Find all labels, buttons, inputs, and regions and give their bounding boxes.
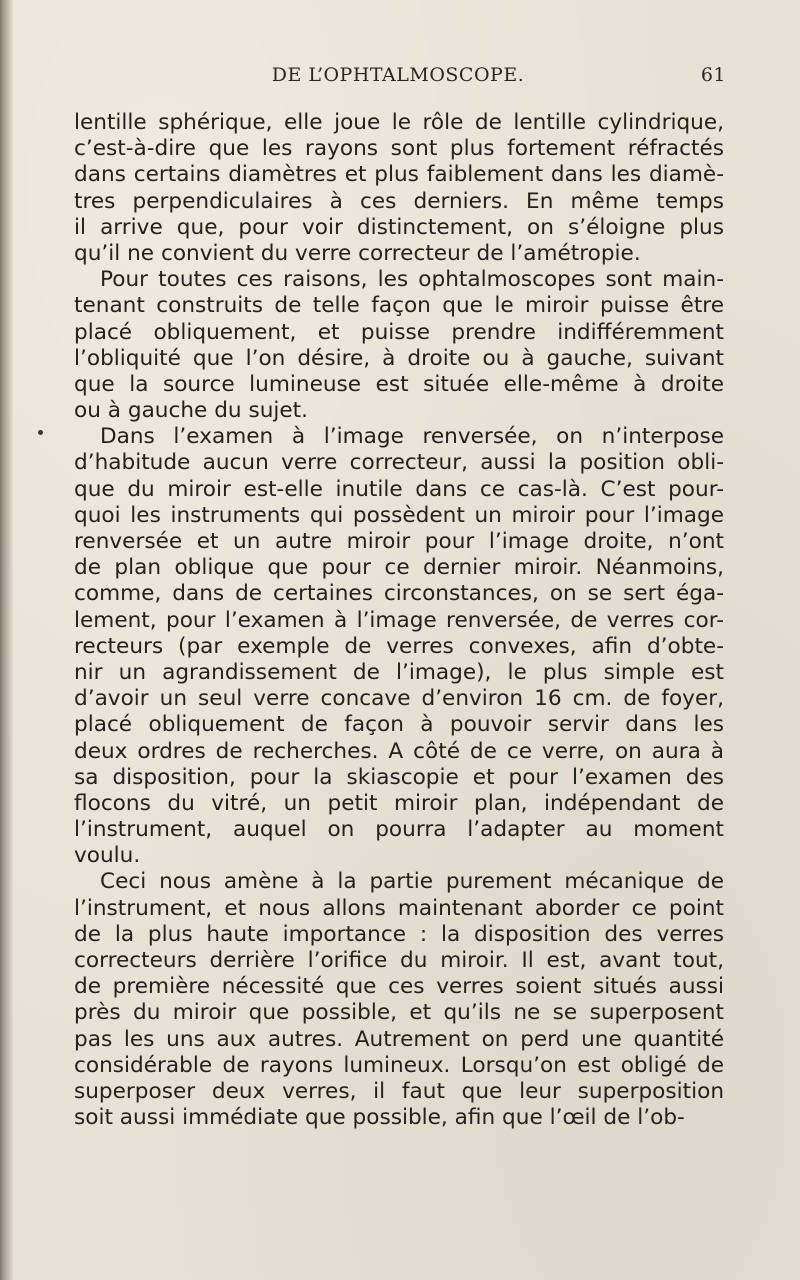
page-binding-edge [0, 0, 14, 1280]
text-line: que du miroir est-elle inutile dans ce cas-là. C’est pour- [74, 476, 724, 502]
text-line: renversée et un autre miroir pour l’image droite, n’ont [74, 529, 724, 554]
text-line: deux ordres de recherches. A côté de ce verre, on aura à [74, 738, 724, 764]
text-line: quoi les instruments qui possèdent un miroir pour l’image [74, 502, 724, 528]
text-line: correcteurs derrière l’orifice du miroir. Il est, avant tout, [74, 948, 724, 973]
paragraph [74, 110, 724, 267]
text-line: que la source lumineuse est située elle-même à droite [74, 371, 724, 397]
text-line: comme, dans de certaines circonstances, on se sert éga- [74, 581, 724, 607]
body-text [74, 110, 724, 1131]
text-line: tres perpendiculaires à ces derniers. En même temps [74, 188, 724, 214]
paragraph [74, 424, 724, 869]
text-line: superposer deux verres, il faut que leur superposition [74, 1078, 724, 1104]
text-line: près du miroir que possible, et qu’ils ne se superposent [74, 1000, 724, 1026]
text-line: de première nécessité que ces verres soient situés aussi [74, 974, 724, 1000]
text-line: sa disposition, pour la skiascopie et pour l’examen des [74, 764, 724, 790]
text-line: placé obliquement, et puisse prendre indifféremment [74, 319, 724, 345]
text-line: considérable de rayons lumineux. Lorsqu’on est obligé de [74, 1052, 724, 1078]
text-line: l’instrument, et nous allons maintenant aborder ce point [74, 895, 724, 921]
ink-speck [38, 430, 43, 435]
paragraph [74, 267, 724, 424]
text-line: de la plus haute importance : la disposition des verres [74, 921, 724, 947]
text-line: Dans l’examen à l’image renversée, on n’interpose [100, 424, 724, 450]
text-line: recteurs (par exemple de verres convexes, afin d’obte- [74, 633, 724, 659]
running-head-title: DE L’OPHTALMOSCOPE. [271, 64, 525, 86]
text-line: soit aussi immédiate que possible, afin que l’œil de l’ob- [74, 1105, 685, 1131]
text-line: l’instrument, auquel on pourra l’adapter au moment [74, 817, 724, 843]
text-line: d’habitude aucun verre correcteur, aussi la position obli- [74, 450, 724, 476]
text-line: qu’il ne convient du verre correcteur de l’amétropie. [74, 240, 641, 266]
text-line: pas les uns aux autres. Autrement on perd une quantité [74, 1026, 724, 1052]
text-line: il arrive que, pour voir distinctement, on s’éloigne plus [74, 214, 724, 240]
text-line: Ceci nous amène à la partie purement mécanique de [100, 869, 724, 895]
text-line: dans certains diamètres et plus faiblement dans les diamè- [74, 162, 724, 188]
running-head [70, 64, 726, 94]
page-number: 61 [700, 64, 726, 86]
text-line: nir un agrandissement de l’image), le plus simple est [74, 659, 724, 685]
text-line: lement, pour l’examen à l’image renversée, de verres cor- [74, 607, 724, 633]
text-line: Pour toutes ces raisons, les ophtalmoscopes sont main- [100, 267, 724, 293]
text-line: flocons du vitré, un petit miroir plan, indépendant de [74, 790, 724, 816]
text-line: voulu. [74, 843, 141, 869]
text-line: de plan oblique que pour ce dernier miroir. Néanmoins, [74, 555, 724, 581]
text-line: c’est-à-dire que les rayons sont plus fortement réfractés [74, 136, 724, 162]
text-line: d’avoir un seul verre concave d’environ 16 cm. de foyer, [74, 686, 724, 712]
paragraph [74, 869, 724, 1131]
text-line: lentille sphérique, elle joue le rôle de lentille cylindrique, [74, 110, 724, 135]
text-line: tenant construits de telle façon que le miroir puisse être [74, 293, 724, 319]
text-line: ou à gauche du sujet. [74, 398, 308, 424]
text-line: placé obliquement de façon à pouvoir servir dans les [74, 712, 724, 738]
text-line: l’obliquité que l’on désire, à droite ou à gauche, suivant [74, 345, 724, 371]
